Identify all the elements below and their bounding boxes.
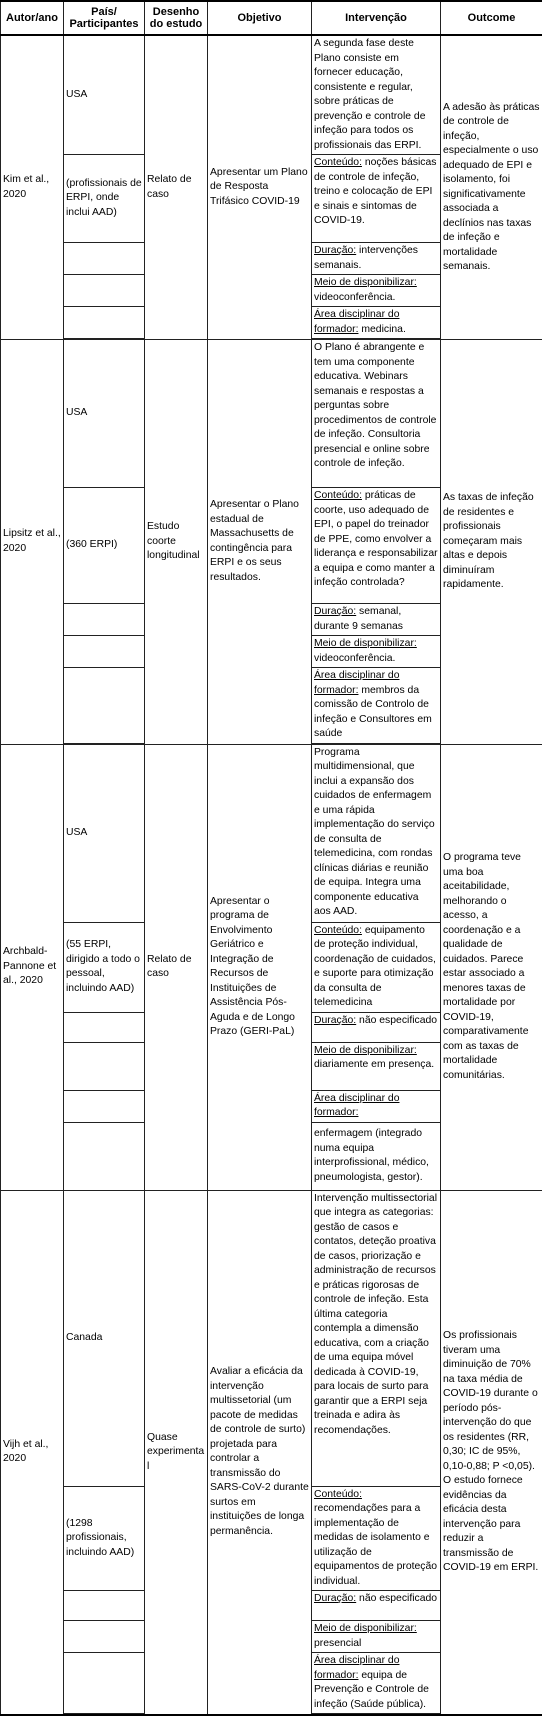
cell-pais: USA (64, 340, 145, 488)
cell-area: Área disciplinar do formador: medicina. (312, 307, 441, 339)
cell-objetivo: Apresentar o Plano estadual de Massachusetts de contingência para ERPI e os seus resultados. (208, 340, 312, 745)
cell-area: Área disciplinar do formador: membros da comissão de Controlo de infeção e Consultores em saúde (312, 668, 441, 744)
cell-autor: Kim et al., 2020 (1, 35, 64, 340)
cell-outcome: Os profissionais tiveram uma diminuição de 70% na taxa média de COVID-19 durante o período pós-intervenção do que os residentes (RR, 0,30; IC de 95%, 0,10-0,88; P <0,05). O estudo fornece evidências da eficácia desta intervenção para reduzir a transmissão de COVID-19 em ERPI. (441, 1190, 542, 1715)
cell-pais: USA (64, 744, 145, 922)
cell-area: enfermagem (integrado numa equipa interprofissional, médico, pneumologista, gestor). (312, 1122, 441, 1190)
cell-autor: Lipsitz et al., 2020 (1, 340, 64, 745)
cell-conteudo: Conteúdo: equipamento de proteção individual, coordenação de cuidados, e suporte para otimização da consulta de telemedicina (312, 922, 441, 1012)
cell-conteudo: Conteúdo: noções básicas de controle de infeção, treino e colocação de EPI e sinais e sintomas de COVID-19. (312, 155, 441, 243)
cell-meio: Meio de disponibilizar: diariamente em presença. (312, 1042, 441, 1090)
cell-pais: USA (64, 35, 145, 155)
cell-objetivo: Apresentar um Plano de Resposta Trifásico COVID-19 (208, 35, 312, 340)
header-desenho: Desenho do estudo (145, 1, 208, 35)
cell-conteudo: Conteúdo: recomendações para a implementação de medidas de isolamento e utilização de equipamentos de proteção individual. (312, 1486, 441, 1591)
cell-area-label: Área disciplinar do formador: (312, 1090, 441, 1122)
cell-area: Área disciplinar do formador: equipa de Prevenção e Controle de infeção (Saúde pública). (312, 1653, 441, 1714)
cell-outcome: A adesão às práticas de controle de infeção, especialmente o uso adequado de EPI e isolamento, foi significativamente associada a declínios nas taxas de infeção e mortalidade semanais. (441, 35, 542, 340)
cell-autor: Archbald-Pannone et al., 2020 (1, 744, 64, 1190)
cell-duracao: Duração: intervenções semanais. (312, 243, 441, 275)
table-row (1, 744, 542, 922)
cell-meio: Meio de disponibilizar: presencial (312, 1621, 441, 1653)
header-objetivo: Objetivo (208, 1, 312, 35)
cell-desenho: Quase experimental (145, 1190, 208, 1715)
cell-desenho: Relato de caso (145, 744, 208, 1190)
table-row (1, 340, 542, 488)
cell-meio: Meio de disponibilizar: videoconferência. (312, 636, 441, 668)
cell-intervencao-intro: Programa multidimensional, que inclui a expansão dos cuidados de enfermagem e uma rápida implementação do serviço de consulta de telemedicina, com rondas clínicas diárias e reunião de equipa. Integra uma componente educativa aos AAD. (312, 744, 441, 922)
header-pais: País/ Participantes (64, 1, 145, 35)
header-intervencao: Intervenção (312, 1, 441, 35)
header-outcome: Outcome (441, 1, 542, 35)
table-row (1, 1190, 542, 1486)
cell-participantes: (360 ERPI) (64, 488, 145, 604)
cell-duracao: Duração: semanal, durante 9 semanas (312, 604, 441, 636)
cell-intervencao-intro: O Plano é abrangente e tem uma componente educativa. Webinars semanais e respostas a perguntas sobre procedimentos de controle de infeção. Consultoria presencial e online sobre controle de infeção. (312, 340, 441, 488)
cell-intervencao-intro: Intervenção multissectorial que integra as categorias: gestão de casos e contatos, deteção proativa de casos, priorização e administração de recursos e práticas rigorosas de controle de infeção. Esta última categoria contempla a dimensão educativa, com a criação de uma equipa móvel dedicada à COVID-19, para locais de surto para garantir que a ERPI seja treinada e adira às recomendações. (312, 1190, 441, 1486)
header-autor: Autor/ano (1, 1, 64, 35)
cell-duracao: Duração: não especificado (312, 1012, 441, 1042)
cell-objetivo: Avaliar a eficácia da intervenção multissetorial (um pacote de medidas de controle de surto) projetada para controlar a transmissão do SARS-CoV-2 durante surtos em instituições de longa permanência. (208, 1190, 312, 1715)
header-row (1, 1, 542, 35)
cell-desenho: Relato de caso (145, 35, 208, 340)
cell-pais: Canada (64, 1190, 145, 1486)
cell-objetivo: Apresentar o programa de Envolvimento Geriátrico e Integração de Recursos de Instituições de Assistência Pós-Aguda e de Longo Prazo (GERI-PaL) (208, 744, 312, 1190)
table-row (1, 35, 542, 155)
cell-participantes: (1298 profissionais, incluindo AAD) (64, 1486, 145, 1591)
cell-participantes: (profissionais de ERPI, onde inclui AAD) (64, 155, 145, 243)
cell-outcome: As taxas de infeção de residentes e profissionais começaram mais altas e depois diminuíram rapidamente. (441, 340, 542, 745)
cell-desenho: Estudo coorte longitudinal (145, 340, 208, 745)
cell-outcome: O programa teve uma boa aceitabilidade, melhorando o acesso, a coordenação e a qualidade de cuidados. Parece estar associado a menores taxas de mortalidade por COVID-19, comparativamente com as taxas de mortalidade comunitárias. (441, 744, 542, 1190)
cell-meio: Meio de disponibilizar: videoconferência. (312, 275, 441, 307)
cell-intervencao-intro: A segunda fase deste Plano consiste em fornecer educação, consistente e regular, sobre práticas de prevenção e controle de infeção para todos os profissionais das ERPI. (312, 35, 441, 155)
cell-duracao: Duração: não especificado (312, 1591, 441, 1621)
cell-participantes: (55 ERPI, dirigido a todo o pessoal, incluindo AAD) (64, 922, 145, 1012)
cell-conteudo: Conteúdo: práticas de coorte, uso adequado de EPI, o papel do treinador de PPE, como envolver a liderança e responsabilizar a equipa e como manter a infeção controlada? (312, 488, 441, 604)
cell-autor: Vijh et al., 2020 (1, 1190, 64, 1715)
